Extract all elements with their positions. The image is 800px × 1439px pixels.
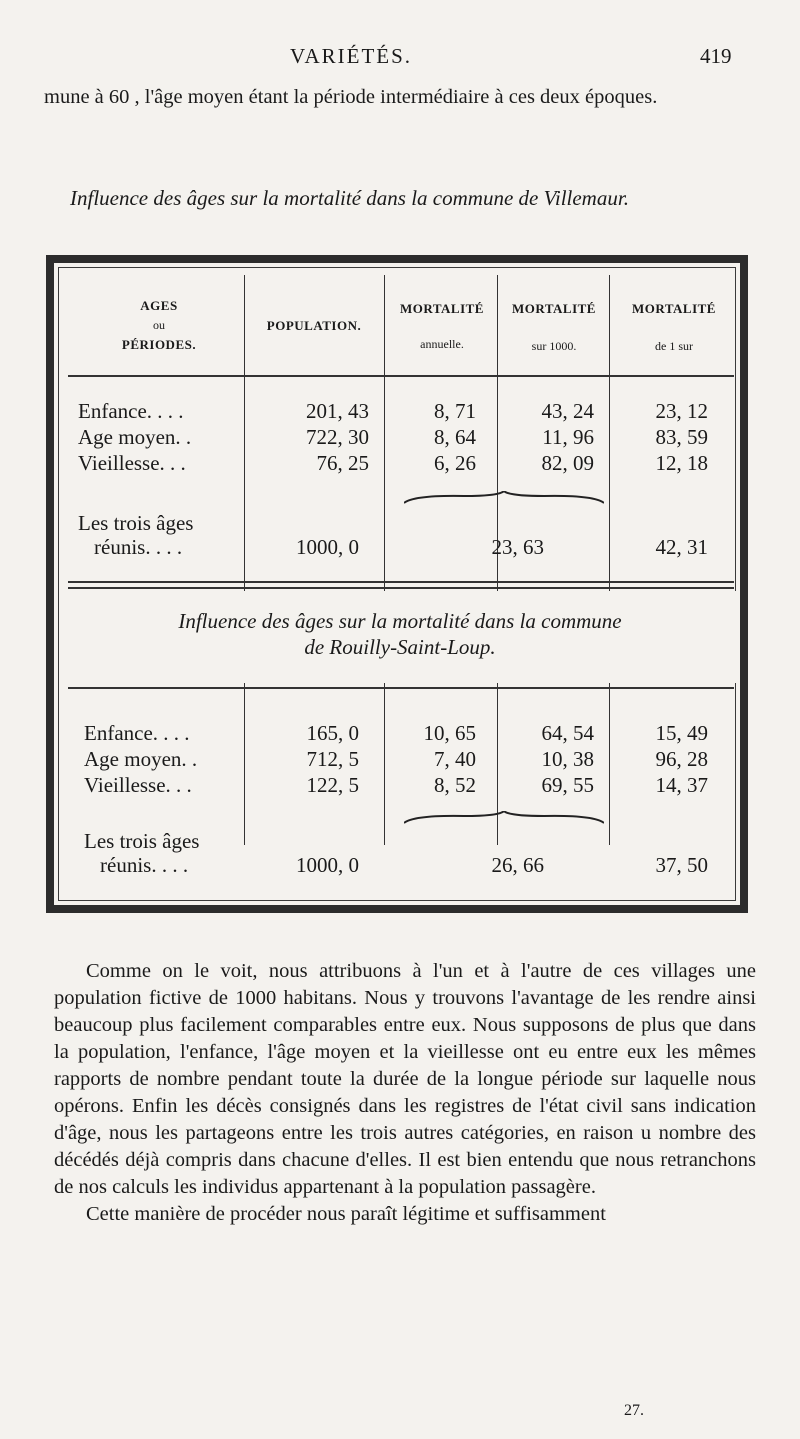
table1-cell-annuelle: 6, 26 <box>434 451 476 475</box>
table1-cell-annuelle: 8, 71 <box>434 399 476 423</box>
table1-cell-population: 76, 25 <box>316 451 369 475</box>
intro-paragraph: mune à 60 , l'âge moyen étant la période intermédiaire à ces deux époques. <box>44 86 658 108</box>
mortality-table-frame <box>46 255 748 913</box>
table1-total-label: réunis. . . . <box>94 535 183 559</box>
table2-cell-de1sur: 14, 37 <box>655 773 708 797</box>
header-ou: ou <box>153 318 165 332</box>
table2-cell-sur1000: 64, 54 <box>541 721 594 745</box>
column-divider <box>384 275 385 845</box>
table2-total-de1sur: 37, 50 <box>655 853 708 877</box>
table2-cell-population: 165, 0 <box>306 721 359 745</box>
table2-cell-annuelle: 7, 40 <box>434 747 476 771</box>
table1-row-label: Vieillesse. . . <box>78 451 186 475</box>
table2-cell-population: 712, 5 <box>306 747 359 771</box>
table2-caption <box>120 608 680 660</box>
header-annuelle: annuelle. <box>420 337 464 351</box>
column-divider <box>244 275 245 845</box>
header-population: POPULATION. <box>266 318 362 333</box>
table2-total-sur1000: 26, 66 <box>491 853 544 877</box>
header-mortalite-annuelle: MORTALITÉ <box>400 301 484 316</box>
table2-caption-line: Influence des âges sur la mortalité dans la commune <box>178 609 622 633</box>
table2-cell-annuelle: 10, 65 <box>423 721 476 745</box>
column-divider <box>609 275 610 845</box>
body-paragraph: Cette manière de procéder nous paraît légitime et suffisamment <box>86 1203 606 1225</box>
table1-cell-population: 722, 30 <box>306 425 369 449</box>
table2-cell-de1sur: 15, 49 <box>655 721 708 745</box>
table2-cell-annuelle: 8, 52 <box>434 773 476 797</box>
table1-cell-annuelle: 8, 64 <box>434 425 476 449</box>
column-divider <box>497 275 498 845</box>
section-rule <box>68 581 734 583</box>
table2-row-label: Age moyen. . <box>84 747 198 771</box>
table1-caption: Influence des âges sur la mortalité dans la commune de Villemaur. <box>70 186 629 210</box>
table1-cell-sur1000: 43, 24 <box>541 399 594 423</box>
page-header <box>0 44 800 74</box>
table1-cell-de1sur: 83, 59 <box>655 425 708 449</box>
header-rule <box>68 375 734 377</box>
running-title: VARIÉTÉS. <box>290 44 413 68</box>
section-rule <box>68 587 734 589</box>
table1-cell-sur1000: 82, 09 <box>541 451 594 475</box>
page-number: 419 <box>700 44 732 68</box>
table1-cell-sur1000: 11, 96 <box>542 425 594 449</box>
table1-total-population: 1000, 0 <box>296 535 359 559</box>
table1-total-sur1000: 23, 63 <box>491 535 544 559</box>
signature-mark: 27. <box>624 1402 644 1419</box>
table1-total-de1sur: 42, 31 <box>655 535 708 559</box>
header-mortalite-de1sur: MORTALITÉ <box>632 301 716 316</box>
header-periodes: PÉRIODES. <box>121 337 197 352</box>
body-paragraph: Comme on le voit, nous attribuons à l'un et à l'autre de ces villages une population fictive de 1000 habitans. Nous y trouvons l'avantage de les rendre ainsi beaucoup plus facilement comparables entre eux. Nous supposons de plus que dans la population, l'enfance, l'âge moyen et la vieillesse ont eu entre eux les mêmes rapports de nombre pendant toute la durée de la longue période sur laquelle nous opérons. Enfin les décès consignés dans les registres de l'état civil sans indication d'âge, nous les partageons entre les trois autres catégories, en raison u nombre des décédés déjà compris dans chacune d'elles. Il est bien entendu que nous retranchons de nos calculs les individus appartenant à la population passagère. <box>54 960 756 1198</box>
header-sur1000: sur 1000. <box>531 339 577 353</box>
header-ages: AGES <box>140 298 178 313</box>
table1-cell-de1sur: 23, 12 <box>655 399 708 423</box>
header-mortalite-sur1000: MORTALITÉ <box>512 301 596 316</box>
table2-total-population: 1000, 0 <box>296 853 359 877</box>
curly-brace <box>404 811 604 825</box>
table1-row-label: Enfance. . . . <box>78 399 184 423</box>
table2-cell-sur1000: 10, 38 <box>541 747 594 771</box>
table1-row-label: Age moyen. . <box>78 425 192 449</box>
table2-total-label: Les trois âges <box>84 829 200 853</box>
table1-cell-population: 201, 43 <box>306 399 369 423</box>
table2-header-rule <box>68 687 734 689</box>
header-de1sur: de 1 sur <box>655 339 693 353</box>
table2-total-label: réunis. . . . <box>100 853 189 877</box>
table1-cell-de1sur: 12, 18 <box>655 451 708 475</box>
table2-cell-population: 122, 5 <box>306 773 359 797</box>
body-text <box>54 958 756 1228</box>
table2-caption-line: de Rouilly-Saint-Loup. <box>304 635 496 659</box>
table1-total-label: Les trois âges <box>78 511 194 535</box>
curly-brace <box>404 491 604 505</box>
table2-cell-de1sur: 96, 28 <box>655 747 708 771</box>
table2-row-label: Enfance. . . . <box>84 721 190 745</box>
table2-row-label: Vieillesse. . . <box>84 773 192 797</box>
table2-cell-sur1000: 69, 55 <box>541 773 594 797</box>
